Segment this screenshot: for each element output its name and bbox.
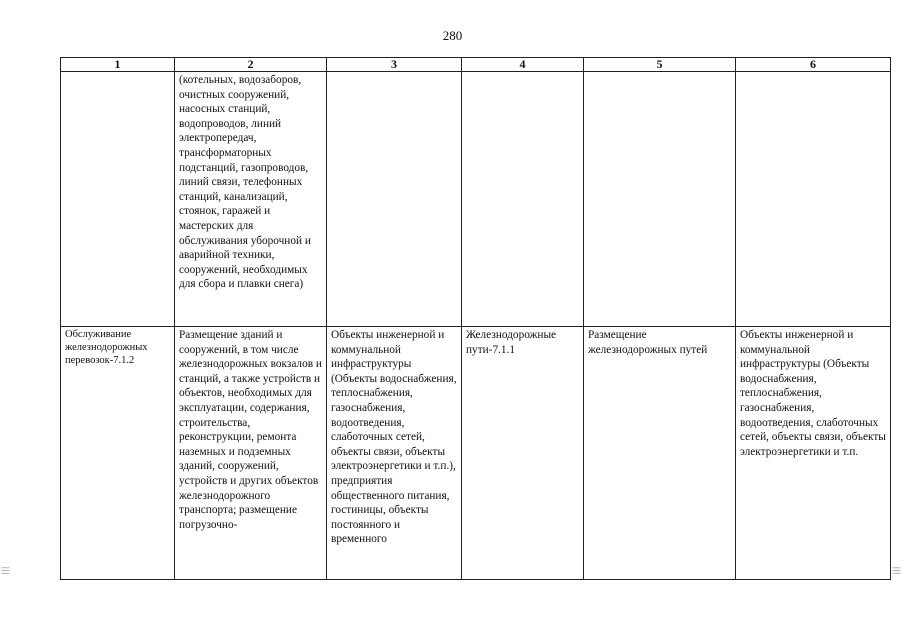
table-row [61,72,891,327]
table-cell [584,72,736,327]
zoning-table [60,57,891,580]
table-cell: Объекты инженерной и коммунальной инфраструктуры (Объекты водоснабжения, теплоснабжения, газоснабжения, водоотведения, слаботочных сетей, объекты связи, объекты электроэнергетики и т.п. [736,327,891,580]
table-cell [462,72,584,327]
table-cell: (котельных, водозаборов, очистных сооружений, насосных станций, водопроводов, линий электропередач, трансформаторных подстанций, газопроводов, линий связи, телефонных станций, канализаций, стоянок, гаражей и мастерских для обслуживания уборочной и аварийной техники, сооружений, необходимых для сбора и плавки снега) [175,72,327,327]
scan-edge-mark-right: ||| [892,566,902,575]
table-row [61,327,891,580]
column-header-3: 3 [327,58,462,72]
column-header-4: 4 [462,58,584,72]
column-header-2: 2 [175,58,327,72]
table-cell: Размещение зданий и сооружений, в том числе железнодорожных вокзалов и станций, а также устройств и объектов, необходимых для эксплуатации, содержания, строительства, реконструкции, ремонта наземных и подземных зданий, сооружений, устройств и других объектов железнодорожного транспорта; размещение погрузочно- [175,327,327,580]
scan-edge-mark-left: ||| [1,566,11,575]
header-row [61,58,891,72]
table-cell: Железнодорожные пути-7.1.1 [462,327,584,580]
column-header-1: 1 [61,58,175,72]
table-cell: Объекты инженерной и коммунальной инфраструктуры (Объекты водоснабжения, теплоснабжения, газоснабжения, водоотведения, слаботочных сетей, объекты связи, объекты электроэнергетики и т.п.), предприятия общественного питания, гостиницы, объекты постоянного и временного [327,327,462,580]
table-cell: Размещение железнодорожных путей [584,327,736,580]
table-cell [327,72,462,327]
column-header-6: 6 [736,58,891,72]
table-cell [736,72,891,327]
table-cell [61,72,175,327]
table-cell: Обслуживание железнодорожных перевозок-7.1.2 [61,327,175,580]
column-header-5: 5 [584,58,736,72]
page-number: 280 [442,28,463,43]
